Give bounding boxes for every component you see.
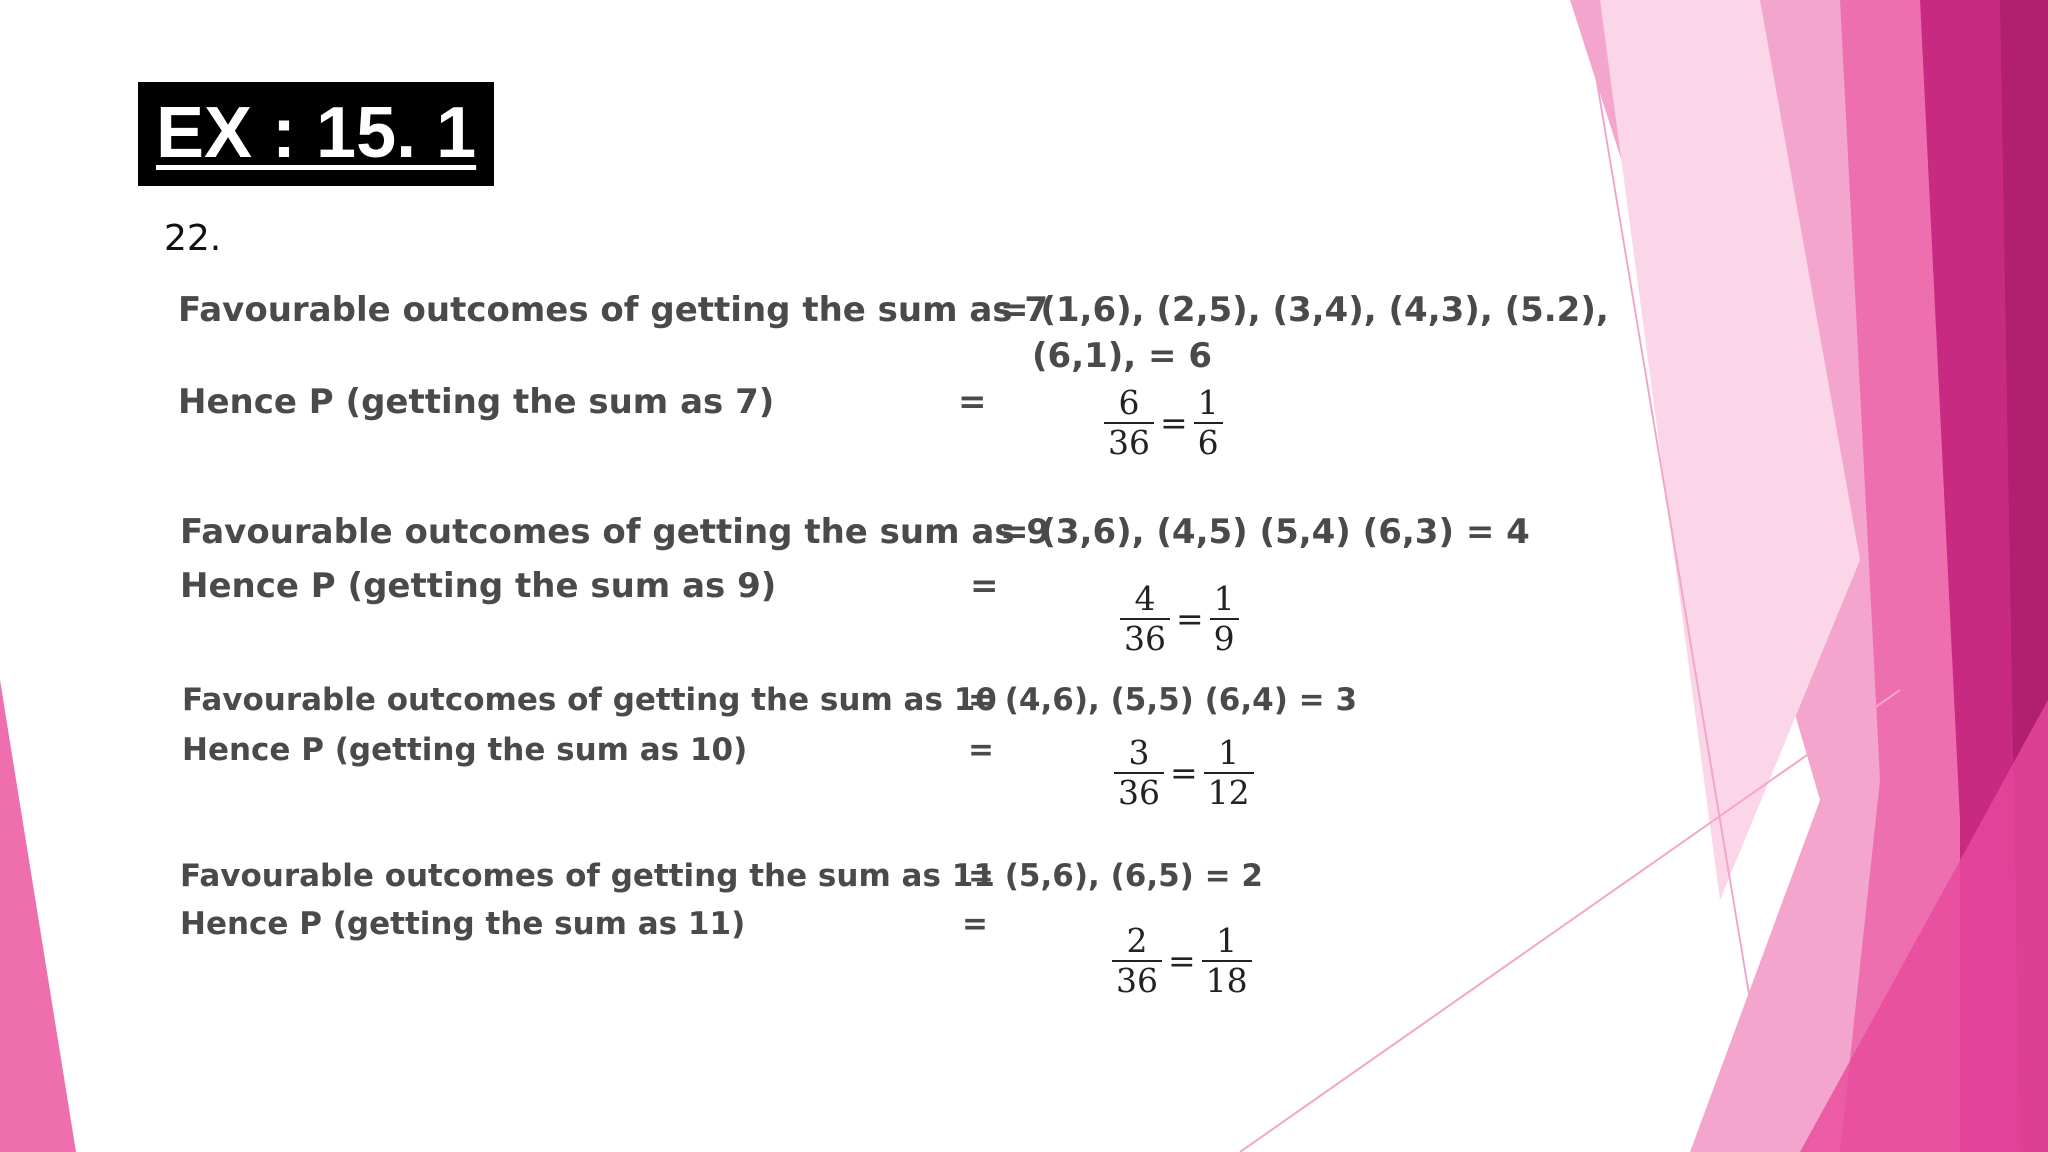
fraction-left [1120, 580, 1170, 658]
numerator: 3 [1128, 733, 1150, 772]
numerator: 2 [1126, 921, 1148, 960]
denominator: 12 [1204, 772, 1254, 812]
equals-sign-sum-7: = [958, 382, 987, 422]
title-box [138, 82, 494, 186]
denominator: 36 [1114, 772, 1164, 812]
denominator: 36 [1104, 422, 1154, 462]
probability-label-sum-11: Hence P (getting the sum as 11) [180, 906, 746, 942]
numerator: 1 [1216, 921, 1238, 960]
denominator: 36 [1120, 618, 1170, 658]
fraction-equals: = [1170, 753, 1198, 793]
question-number: 22. [164, 218, 222, 259]
outcomes-label-sum-10: Favourable outcomes of getting the sum as 10 [182, 682, 997, 718]
exercise-title: EX : 15. 1 [156, 93, 477, 173]
probability-label-sum-7: Hence P (getting the sum as 7) [178, 382, 775, 422]
denominator: 36 [1112, 960, 1162, 1000]
denominator: 18 [1202, 960, 1252, 1000]
numerator: 4 [1134, 579, 1156, 618]
equals-sign-sum-9: = [970, 566, 999, 606]
numerator: 1 [1213, 579, 1235, 618]
denominator: 9 [1210, 618, 1239, 658]
fraction-right [1194, 384, 1223, 462]
numerator: 6 [1118, 383, 1140, 422]
outcomes-value-cont-sum-7: (6,1), = 6 [1032, 336, 1213, 376]
left-pink-sliver [0, 680, 76, 1152]
fraction-equals: = [1160, 403, 1188, 443]
outcomes-value-sum-9: = (3,6), (4,5) (5,4) (6,3) = 4 [1000, 512, 1530, 552]
fraction-equals: = [1168, 941, 1196, 981]
probability-label-sum-9: Hence P (getting the sum as 9) [180, 566, 777, 606]
probability-fraction-sum-7 [1104, 384, 1223, 462]
numerator: 1 [1218, 733, 1240, 772]
fraction-right [1210, 580, 1239, 658]
equals-sign-sum-11: = [962, 906, 988, 942]
probability-fraction-sum-10 [1114, 734, 1254, 812]
outcomes-value-sum-11: = (5,6), (6,5) = 2 [968, 858, 1263, 894]
outcomes-value-sum-7: = (1,6), (2,5), (3,4), (4,3), (5.2), [1000, 290, 1609, 330]
fraction-equals: = [1176, 599, 1204, 639]
fraction-left [1112, 922, 1162, 1000]
outcomes-label-sum-9: Favourable outcomes of getting the sum as 9 [180, 512, 1051, 552]
fraction-left [1114, 734, 1164, 812]
numerator: 1 [1197, 383, 1219, 422]
outcomes-value-sum-10: = (4,6), (5,5) (6,4) = 3 [968, 682, 1358, 718]
equals-sign-sum-10: = [968, 732, 994, 768]
fraction-right [1204, 734, 1254, 812]
denominator: 6 [1194, 422, 1223, 462]
fraction-right [1202, 922, 1252, 1000]
probability-label-sum-10: Hence P (getting the sum as 10) [182, 732, 748, 768]
outcomes-label-sum-11: Favourable outcomes of getting the sum as 11 [180, 858, 995, 894]
probability-fraction-sum-11 [1112, 922, 1252, 1000]
probability-fraction-sum-9 [1120, 580, 1239, 658]
outcomes-label-sum-7: Favourable outcomes of getting the sum as 7 [178, 290, 1049, 330]
fraction-left [1104, 384, 1154, 462]
